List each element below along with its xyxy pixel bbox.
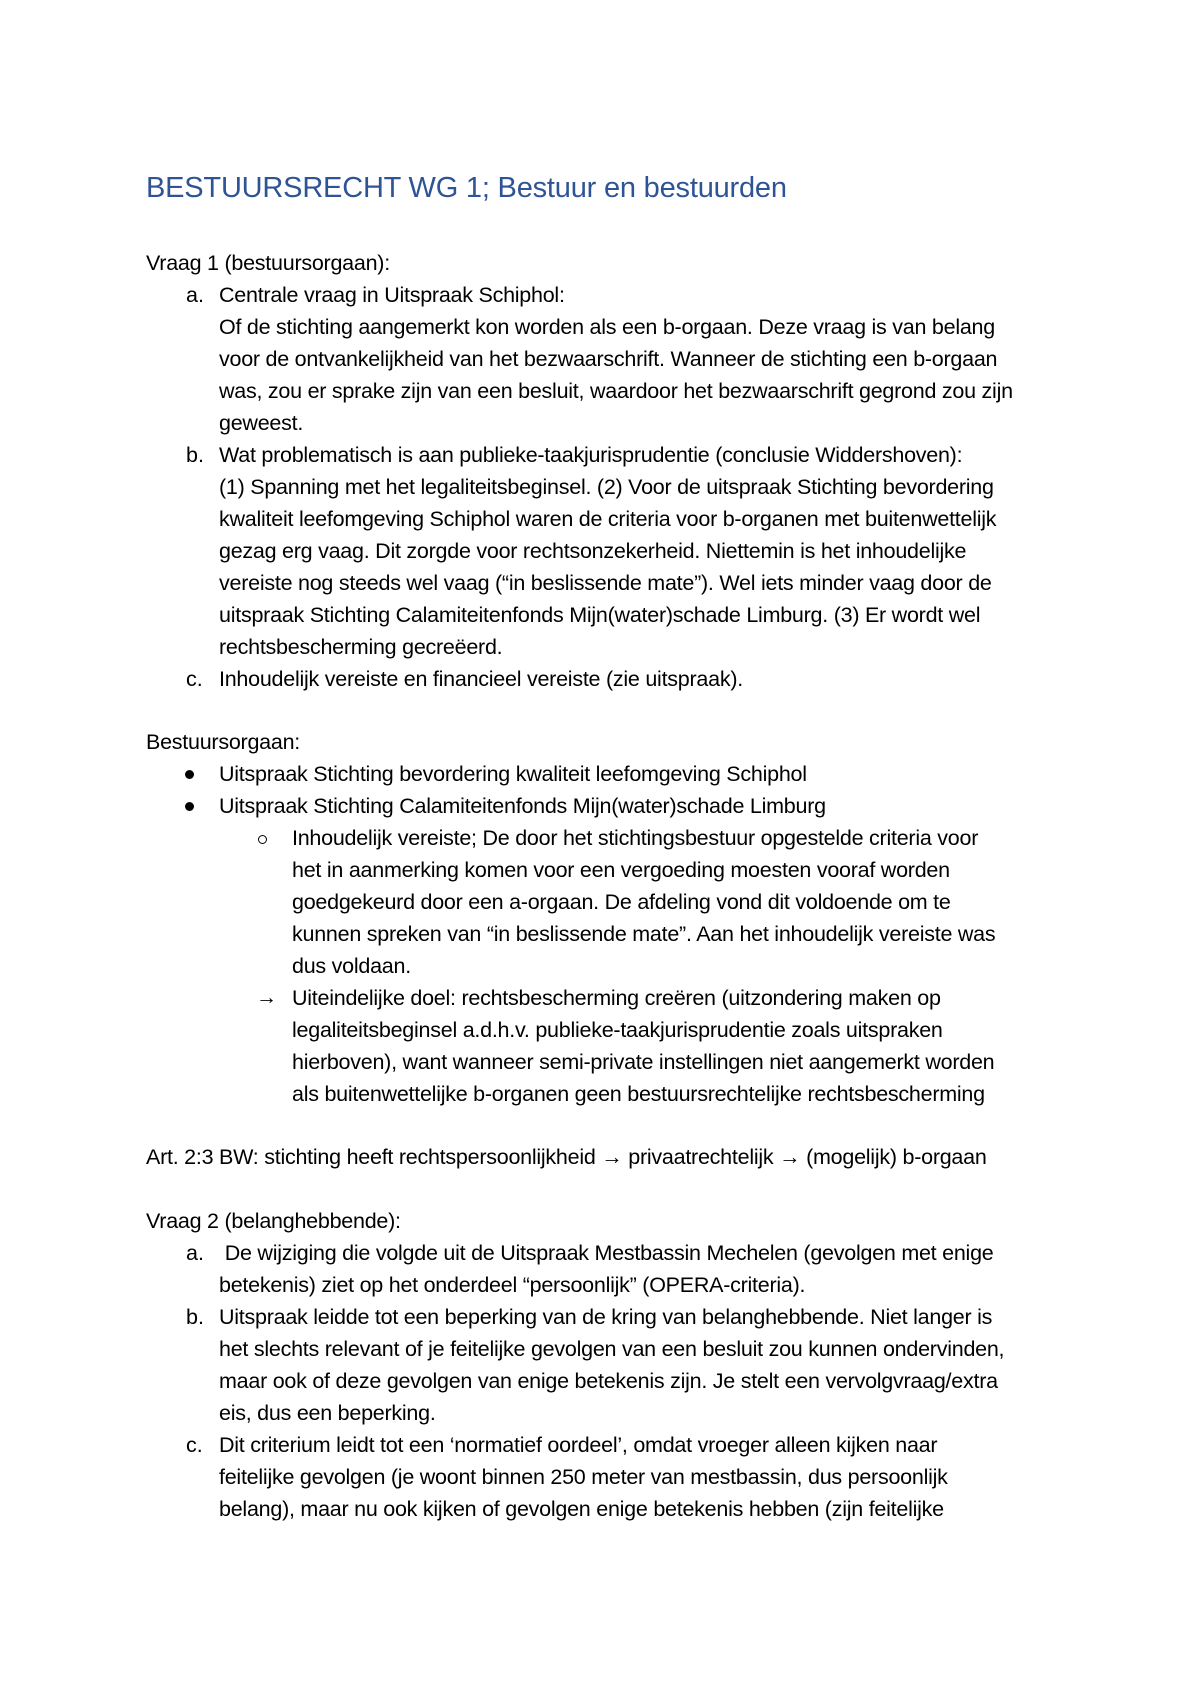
document-title: BESTUURSRECHT WG 1; Bestuur en bestuurden (146, 172, 787, 204)
q2-b-marker: b. (186, 1305, 204, 1329)
bullet-dot (185, 770, 194, 779)
q2-c-line: Dit criterium leidt tot een ‘normatief oordeel’, omdat vroeger alleen kijken naar (219, 1433, 938, 1457)
sub-bullet-line: Inhoudelijk vereiste; De door het stichtingsbestuur opgestelde criteria voor (292, 826, 979, 850)
q1-b-line: kwaliteit leefomgeving Schiphol waren de criteria voor b-organen met buitenwettelijk (219, 507, 997, 531)
q2-b-line: Uitspraak leidde tot een beperking van de kring van belanghebbende. Niet langer is (219, 1305, 993, 1329)
q1-a-marker: a. (186, 283, 204, 307)
q2-b-line: het slechts relevant of je feitelijke gevolgen van een besluit zou kunnen ondervinden, (219, 1337, 1005, 1361)
q2-c-marker: c. (186, 1433, 203, 1457)
q1-a-line: Centrale vraag in Uitspraak Schiphol: (219, 283, 565, 307)
sub-bullet-line: kunnen spreken van “in beslissende mate”. Aan het inhoudelijk vereiste was (292, 922, 996, 946)
q2-b-line: maar ook of deze gevolgen van enige betekenis zijn. Je stelt een vervolgvraag/extra (219, 1369, 998, 1393)
sub-bullet-line: het in aanmerking komen voor een vergoeding moesten vooraf worden (292, 858, 950, 882)
q1-b-line: rechtsbescherming gecreëerd. (219, 635, 503, 659)
q1-a-line: Of de stichting aangemerkt kon worden als een b-orgaan. Deze vraag is van belang (219, 315, 995, 339)
art-line: Art. 2:3 BW: stichting heeft rechtspersoonlijkheid → privaatrechtelijk → (mogelijk) b-orgaan (146, 1145, 987, 1169)
bullet-dot (185, 802, 194, 811)
q2-c-line: belang), maar nu ook kijken of gevolgen enige betekenis hebben (zijn feitelijke (219, 1497, 944, 1521)
q1-b-line: Wat problematisch is aan publieke-taakjurisprudentie (conclusie Widdershoven): (219, 443, 963, 467)
q1-b-line: gezag erg vaag. Dit zorgde voor rechtsonzekerheid. Niettemin is het inhoudelijke (219, 539, 967, 563)
sub-bullet-circle (258, 835, 267, 844)
sub-bullet-line: dus voldaan. (292, 954, 411, 978)
bullet-item: Uitspraak Stichting Calamiteitenfonds Mijn(water)schade Limburg (219, 794, 826, 818)
q2-a-marker: a. (186, 1241, 204, 1265)
q1-c-marker: c. (186, 667, 203, 691)
bullet-item: Uitspraak Stichting bevordering kwaliteit leefomgeving Schiphol (219, 762, 807, 786)
q2-a-line: betekenis) ziet op het onderdeel “persoonlijk” (OPERA-criteria). (219, 1273, 806, 1297)
arrow-item-line: hierboven), want wanneer semi-private instellingen niet aangemerkt worden (292, 1050, 995, 1074)
q1-a-line: was, zou er sprake zijn van een besluit, waardoor het bezwaarschrift gegrond zou zijn (219, 379, 1013, 403)
q2-heading: Vraag 2 (belanghebbende): (146, 1209, 401, 1233)
arrow-item-line: legaliteitsbeginsel a.d.h.v. publieke-taakjurisprudentie zoals uitspraken (292, 1018, 943, 1042)
q1-b-marker: b. (186, 443, 204, 467)
q2-b-line: eis, dus een beperking. (219, 1401, 436, 1425)
q1-b-line: vereiste nog steeds wel vaag (“in beslissende mate”). Wel iets minder vaag door de (219, 571, 992, 595)
q1-heading: Vraag 1 (bestuursorgaan): (146, 251, 390, 275)
q1-c-line: Inhoudelijk vereiste en financieel vereiste (zie uitspraak). (219, 667, 743, 691)
arrow-right-icon: → (256, 986, 277, 1009)
arrow-item-line: Uiteindelijke doel: rechtsbescherming creëren (uitzondering maken op (292, 986, 941, 1010)
q1-a-line: geweest. (219, 411, 304, 435)
q1-a-line: voor de ontvankelijkheid van het bezwaarschrift. Wanneer de stichting een b-orgaan (219, 347, 998, 371)
q1-b-line: (1) Spanning met het legaliteitsbeginsel. (2) Voor de uitspraak Stichting bevordering (219, 475, 994, 499)
bestuursorgaan-heading: Bestuursorgaan: (146, 730, 301, 754)
sub-bullet-line: goedgekeurd door een a-orgaan. De afdeling vond dit voldoende om te (292, 890, 951, 914)
q2-a-line: De wijziging die volgde uit de Uitspraak Mestbassin Mechelen (gevolgen met enige (219, 1241, 994, 1265)
q2-c-line: feitelijke gevolgen (je woont binnen 250 meter van mestbassin, dus persoonlijk (219, 1465, 948, 1489)
arrow-item-line: als buitenwettelijke b-organen geen bestuursrechtelijke rechtsbescherming (292, 1082, 985, 1106)
q1-b-line: uitspraak Stichting Calamiteitenfonds Mijn(water)schade Limburg. (3) Er wordt wel (219, 603, 981, 627)
